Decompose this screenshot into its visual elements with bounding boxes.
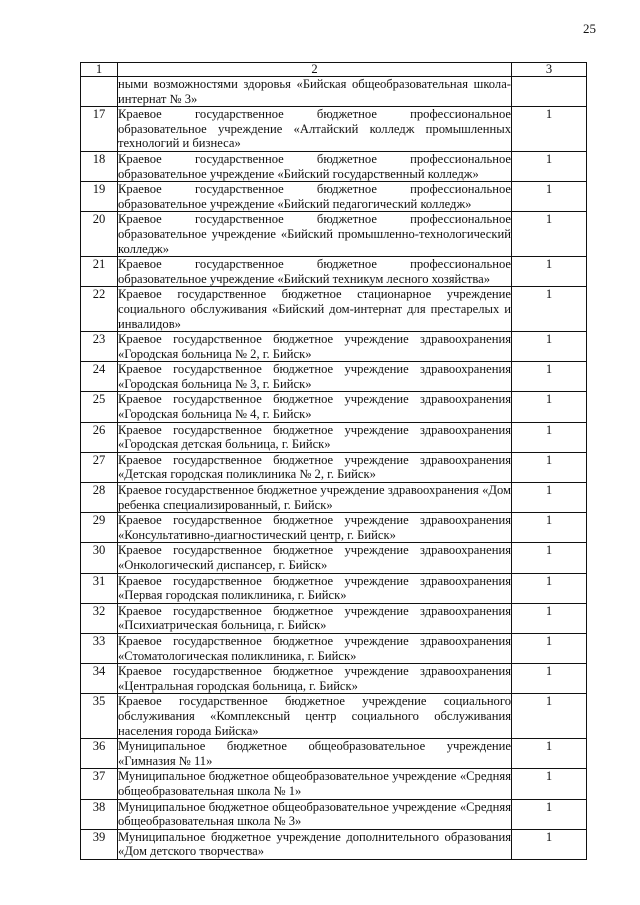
row-number-cell: 19: [81, 182, 118, 212]
table-row: [81, 769, 587, 799]
row-value-cell: 1: [512, 769, 587, 799]
row-number-cell: 34: [81, 664, 118, 694]
row-number-cell: 38: [81, 799, 118, 829]
page-number: 25: [583, 21, 596, 36]
row-name-cell: Краевое государственное бюджетное учреждение здравоохранения «Центральная городская больница, г. Бийск»: [118, 664, 511, 693]
row-value-cell: 1: [512, 633, 587, 663]
table-body: [81, 63, 587, 860]
row-name-cell: Краевое государственное бюджетное профессиональное образовательное учреждение «Бийский промышленно-технологический колледж»: [118, 212, 511, 256]
table-row: [81, 799, 587, 829]
row-number-cell: 26: [81, 422, 118, 452]
institutions-table: [80, 62, 587, 860]
row-value-cell: 1: [512, 182, 587, 212]
row-number-cell: 30: [81, 543, 118, 573]
row-name-cell: Краевое государственное бюджетное учреждение здравоохранения «Городская больница № 3, г. Бийск»: [118, 362, 511, 391]
row-name-cell: Муниципальное бюджетное общеобразовательное учреждение «Средняя общеобразовательная школа № 3»: [118, 799, 511, 829]
row-number-cell: 21: [81, 257, 118, 287]
row-name-cell: Муниципальное бюджетное общеобразовательное учреждение «Средняя общеобразовательная школа № 1»: [118, 769, 511, 798]
header-cell-col-1: 1: [81, 63, 118, 77]
table-row: [81, 287, 587, 332]
row-name-cell: Краевое государственное бюджетное учреждение здравоохранения «Городская больница № 2, г. Бийск»: [118, 332, 511, 361]
row-value-cell: [512, 77, 587, 107]
table-row: [81, 452, 587, 482]
row-number-cell: 39: [81, 829, 118, 859]
table-row: [81, 543, 587, 573]
row-value-cell: 1: [512, 332, 587, 362]
table-row-continuation: [81, 77, 587, 107]
header-cell-col-3: 3: [512, 63, 587, 77]
table-row: [81, 422, 587, 452]
row-value-cell: 1: [512, 799, 587, 829]
row-number-cell: 36: [81, 739, 118, 769]
row-name-cell: Краевое государственное бюджетное учреждение здравоохранения «Детская городская поликлиника № 2, г. Бийск»: [118, 452, 511, 482]
table-row: [81, 573, 587, 603]
row-value-cell: 1: [512, 829, 587, 859]
row-number-cell: 25: [81, 392, 118, 422]
row-number-cell: 24: [81, 362, 118, 392]
table-row: [81, 151, 587, 181]
row-name-cell: Краевое государственное бюджетное учреждение здравоохранения «Стоматологическая поликлиника, г. Бийск»: [118, 633, 511, 663]
row-name-cell: Муниципальное бюджетное учреждение дополнительного образования «Дом детского творчества»: [118, 829, 511, 859]
row-number-cell: 17: [81, 107, 118, 152]
row-value-cell: 1: [512, 603, 587, 633]
table-row: [81, 829, 587, 859]
table-row: [81, 633, 587, 663]
table-row: [81, 513, 587, 543]
table-row: [81, 107, 587, 152]
row-name-cell: Краевое государственное бюджетное учреждение здравоохранения «Психиатрическая больница, г. Бийск»: [118, 603, 511, 633]
row-number-cell: 23: [81, 332, 118, 362]
row-number-cell: 37: [81, 769, 118, 799]
row-number-cell: 29: [81, 513, 118, 543]
row-value-cell: 1: [512, 739, 587, 769]
row-number-cell: 20: [81, 212, 118, 257]
row-name-cell: Муниципальное бюджетное общеобразовательное учреждение «Гимназия № 11»: [118, 739, 511, 768]
row-number-cell: 27: [81, 452, 118, 482]
row-name-cell: Краевое государственное бюджетное профессиональное образовательное учреждение «Бийский педагогический колледж»: [118, 182, 511, 211]
table-row: [81, 362, 587, 392]
row-number-cell: 31: [81, 573, 118, 603]
row-name-cell: Краевое государственное бюджетное учреждение здравоохранения «Городская больница № 4, г. Бийск»: [118, 392, 511, 422]
row-value-cell: 1: [512, 422, 587, 452]
row-name-cell: Краевое государственное бюджетное учреждение здравоохранения «Дом ребенка специализированный, г. Бийск»: [118, 483, 511, 512]
row-value-cell: 1: [512, 543, 587, 573]
table-row: [81, 483, 587, 513]
row-value-cell: 1: [512, 107, 587, 152]
table-row: [81, 739, 587, 769]
table-row: [81, 603, 587, 633]
row-name-cell: Краевое государственное бюджетное учреждение здравоохранения «Городская детская больница, г. Бийск»: [118, 422, 511, 452]
row-value-cell: 1: [512, 212, 587, 257]
row-name-cell: Краевое государственное бюджетное учреждение здравоохранения «Первая городская поликлиника, г. Бийск»: [118, 573, 511, 603]
row-number-cell: 32: [81, 603, 118, 633]
table-row: [81, 332, 587, 362]
row-name-cell: ными возможностями здоровья «Бийская общеобразовательная школа-интернат № 3»: [118, 77, 511, 106]
row-value-cell: 1: [512, 452, 587, 482]
row-value-cell: 1: [512, 362, 587, 392]
row-number-cell: 18: [81, 151, 118, 181]
row-number-cell: 22: [81, 287, 118, 332]
row-value-cell: 1: [512, 694, 587, 739]
row-number-cell: 35: [81, 694, 118, 739]
row-name-cell: Краевое государственное бюджетное учреждение здравоохранения «Онкологический диспансер, г. Бийск»: [118, 543, 511, 572]
row-name-cell: Краевое государственное бюджетное учреждение здравоохранения «Консультативно-диагностический центр, г. Бийск»: [118, 513, 511, 542]
header-cell-col-2: 2: [118, 63, 512, 77]
row-value-cell: 1: [512, 483, 587, 513]
table-row: [81, 182, 587, 212]
table-row: [81, 664, 587, 694]
table-row: [81, 392, 587, 422]
row-name-cell: Краевое государственное бюджетное профессиональное образовательное учреждение «Бийский государственный колледж»: [118, 151, 511, 181]
row-value-cell: 1: [512, 664, 587, 694]
row-value-cell: 1: [512, 287, 587, 332]
row-number-cell: 28: [81, 483, 118, 513]
row-name-cell: Краевое государственное бюджетное профессиональное образовательное учреждение «Алтайский колледж промышленных технологий и бизнеса»: [118, 107, 511, 151]
row-number-cell: [81, 77, 118, 107]
table-row: [81, 694, 587, 739]
row-value-cell: 1: [512, 513, 587, 543]
table-row: [81, 212, 587, 257]
row-number-cell: 33: [81, 633, 118, 663]
row-value-cell: 1: [512, 257, 587, 287]
row-value-cell: 1: [512, 392, 587, 422]
table-row: [81, 257, 587, 287]
row-value-cell: 1: [512, 151, 587, 181]
row-value-cell: 1: [512, 573, 587, 603]
row-name-cell: Краевое государственное бюджетное стационарное учреждение социального обслуживания «Бийский дом-интернат для престарелых и инвалидов»: [118, 287, 511, 331]
table-header-row: [81, 63, 587, 77]
row-name-cell: Краевое государственное бюджетное профессиональное образовательное учреждение «Бийский техникум лесного хозяйства»: [118, 257, 511, 286]
row-name-cell: Краевое государственное бюджетное учреждение социального обслуживания «Комплексный центр социального обслуживания населения города Бийска»: [118, 694, 511, 738]
